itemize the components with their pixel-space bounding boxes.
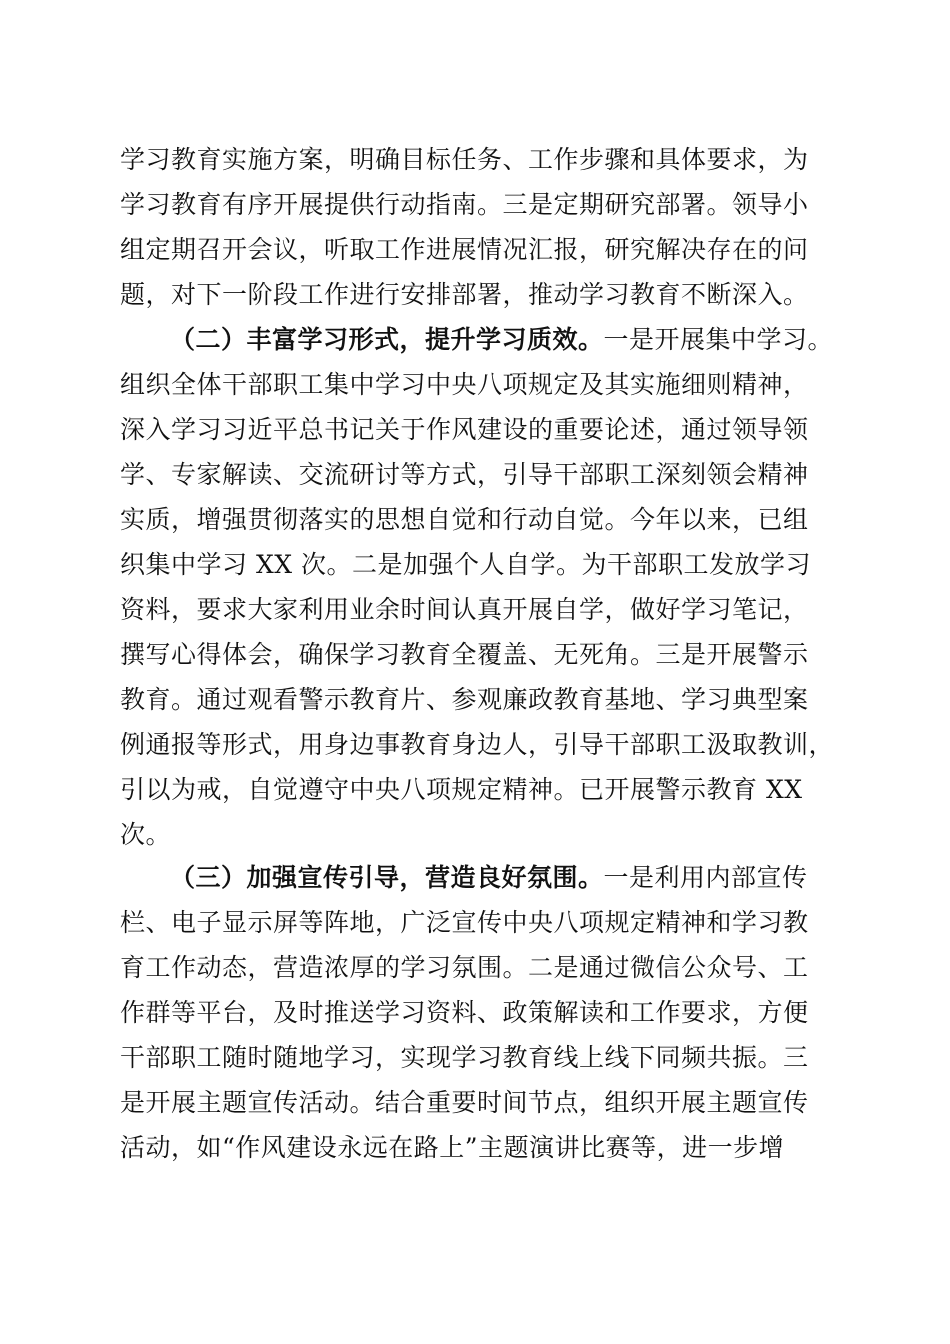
paragraph-line: 资料，要求大家利用业余时间认真开展自学，做好学习笔记，: [120, 595, 809, 624]
heading-line-rest: 一是利用内部宣传: [603, 863, 808, 892]
paragraph-line: 学习教育实施方案，明确目标任务、工作步骤和具体要求，为: [120, 145, 809, 174]
paragraph-line: 育工作动态，营造浓厚的学习氛围。二是通过微信公众号、工: [120, 953, 809, 982]
heading-line-rest: 一是开展集中学习。: [603, 325, 834, 354]
paragraph-line: 深入学习习近平总书记关于作风建设的重要论述，通过领导领: [120, 415, 809, 444]
paragraph-line: 作群等平台，及时推送学习资料、政策解读和工作要求，方便: [120, 998, 809, 1027]
paragraph-line: 活动，如“作风建设永远在路上”主题演讲比赛等，进一步增: [120, 1133, 785, 1162]
paragraph-line: 撰写心得体会，确保学习教育全覆盖、无死角。三是开展警示: [120, 640, 809, 669]
paragraph-line: 次。: [120, 820, 172, 849]
paragraph-line: 引以为戒，自觉遵守中央八项规定精神。已开展警示教育 XX: [120, 775, 803, 804]
section-heading-line: [170, 324, 850, 356]
paragraph-line: 学、专家解读、交流研讨等方式，引导干部职工深刻领会精神: [120, 460, 809, 489]
section-heading: （三）加强宣传引导，营造良好氛围。: [170, 863, 604, 892]
paragraph-line: 学习教育有序开展提供行动指南。三是定期研究部署。领导小: [120, 190, 809, 219]
paragraph-line: 例通报等形式，用身边事教育身边人，引导干部职工汲取教训，: [120, 730, 835, 759]
paragraph-line: 教育。通过观看警示教育片、参观廉政教育基地、学习典型案: [120, 685, 809, 714]
paragraph-line: 干部职工随时随地学习，实现学习教育线上线下同频共振。三: [120, 1043, 809, 1072]
paragraph-line: 题，对下一阶段工作进行安排部署，推动学习教育不断深入。: [120, 280, 809, 309]
section-heading-line: [170, 862, 850, 894]
paragraph-line: 是开展主题宣传活动。结合重要时间节点，组织开展主题宣传: [120, 1088, 809, 1117]
paragraph-line: 织集中学习 XX 次。二是加强个人自学。为干部职工发放学习: [120, 550, 811, 579]
paragraph-line: 栏、电子显示屏等阵地，广泛宣传中央八项规定精神和学习教: [120, 908, 809, 937]
section-heading: （二）丰富学习形式，提升学习质效。: [170, 325, 604, 354]
paragraph-line: 组织全体干部职工集中学习中央八项规定及其实施细则精神，: [120, 370, 809, 399]
paragraph-line: 组定期召开会议，听取工作进展情况汇报，研究解决存在的问: [120, 235, 809, 264]
paragraph-line: 实质，增强贯彻落实的思想自觉和行动自觉。今年以来，已组: [120, 505, 809, 534]
